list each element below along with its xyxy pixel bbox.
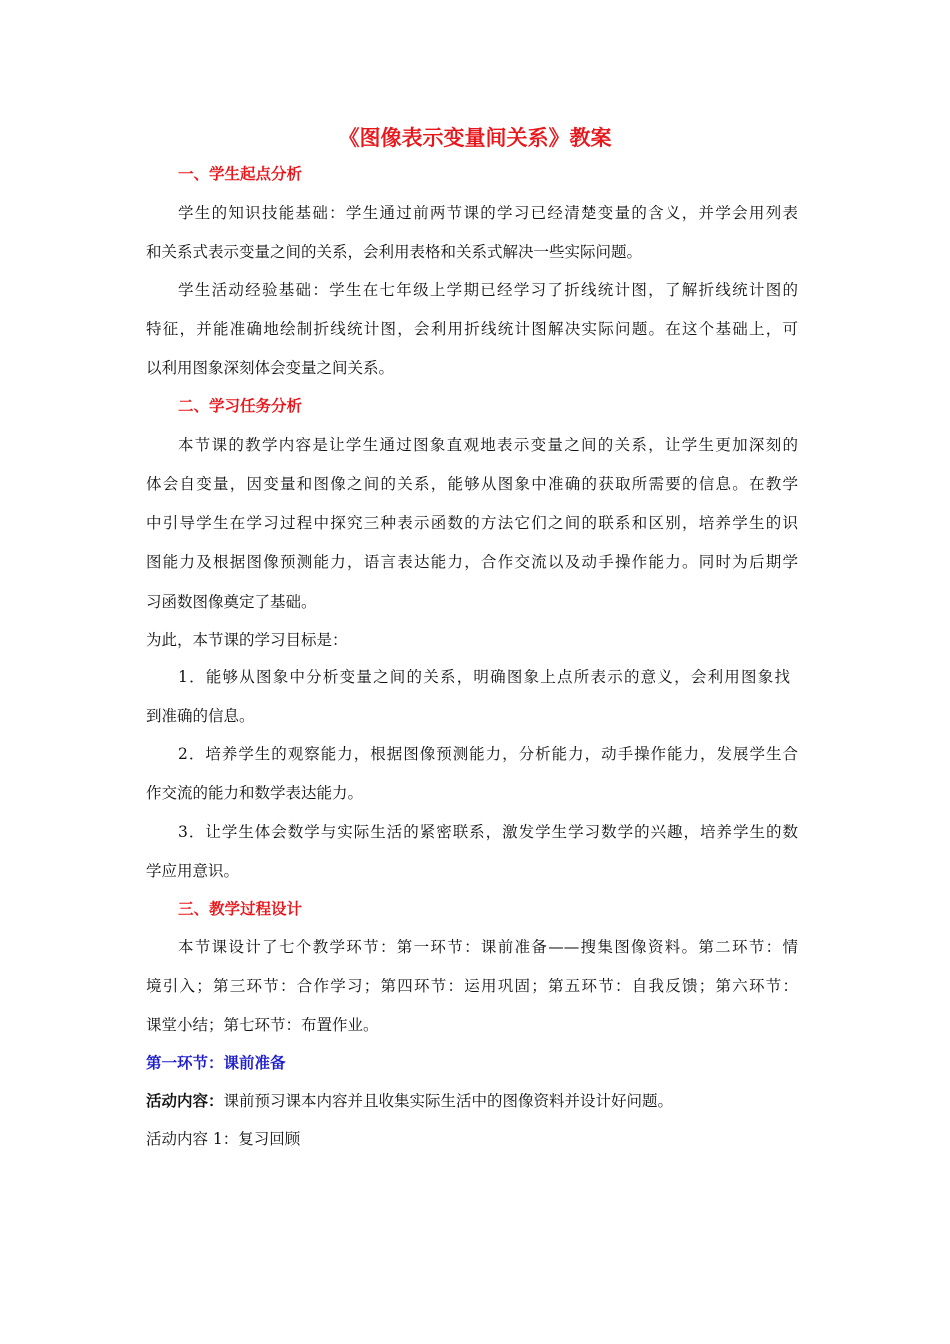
section3-p1-line3: 课堂小结；第七环节：布置作业。	[146, 1016, 379, 1034]
section2-heading: 二、学习任务分析	[178, 397, 303, 415]
section2-p1-line2: 体会自变量，因变量和图像之间的关系，能够从图象中准确的获取所需要的信息。在教学	[146, 475, 798, 493]
goal2-line2: 作交流的能力和数学表达能力。	[146, 784, 364, 802]
stage1-heading: 第一环节：课前准备	[146, 1054, 286, 1072]
activity-content	[146, 1091, 673, 1111]
activity-label: 活动内容：	[146, 1092, 224, 1110]
section2-p1-line3: 中引导学生在学习过程中探究三种表示函数的方法它们之间的联系和区别，培养学生的识	[146, 514, 798, 532]
activity1-review: 活动内容 1：复习回顾	[146, 1130, 301, 1148]
goal1-line2: 到准确的信息。	[146, 707, 255, 725]
section3-p1-line1: 本节课设计了七个教学环节：第一环节：课前准备——搜集图像资料。第二环节：情	[178, 938, 798, 956]
goal3-line2: 学应用意识。	[146, 862, 240, 880]
section1-heading: 一、学生起点分析	[178, 165, 303, 183]
section1-p2-line2: 特征，并能准确地绘制折线统计图，会利用折线统计图解决实际问题。在这个基础上，可	[146, 320, 798, 338]
goals-intro: 为此，本节课的学习目标是：	[146, 631, 348, 649]
section2-p1-line4: 图能力及根据图像预测能力，语言表达能力，合作交流以及动手操作能力。同时为后期学	[146, 553, 798, 571]
section2-p1-line5: 习函数图像奠定了基础。	[146, 593, 317, 611]
section1-p2-line3: 以利用图象深刻体会变量之间关系。	[146, 359, 395, 377]
section2-p1-line1: 本节课的教学内容是让学生通过图象直观地表示变量之间的关系，让学生更加深刻的	[178, 436, 798, 454]
goal1-line1: 1．能够从图象中分析变量之间的关系，明确图象上点所表示的意义，会利用图象找	[178, 668, 790, 686]
section1-p1-line2: 和关系式表示变量之间的关系，会利用表格和关系式解决一些实际问题。	[146, 243, 643, 261]
section3-p1-line2: 境引入；第三环节：合作学习；第四环节：运用巩固；第五环节：自我反馈；第六环节：	[146, 977, 798, 995]
activity-text: 课前预习课本内容并且收集实际生活中的图像资料并设计好问题。	[223, 1092, 674, 1110]
goal2-line1: 2．培养学生的观察能力，根据图像预测能力，分析能力，动手操作能力，发展学生合	[178, 745, 798, 763]
section1-p2-line1: 学生活动经验基础：学生在七年级上学期已经学习了折线统计图，了解折线统计图的	[178, 281, 798, 299]
goal3-line1: 3．让学生体会数学与实际生活的紧密联系，激发学生学习数学的兴趣，培养学生的数	[178, 823, 798, 841]
section3-heading: 三、教学过程设计	[178, 900, 303, 918]
document-title: 《图像表示变量间关系》教案	[338, 126, 612, 150]
section1-p1-line1: 学生的知识技能基础：学生通过前两节课的学习已经清楚变量的含义，并学会用列表	[178, 204, 798, 222]
